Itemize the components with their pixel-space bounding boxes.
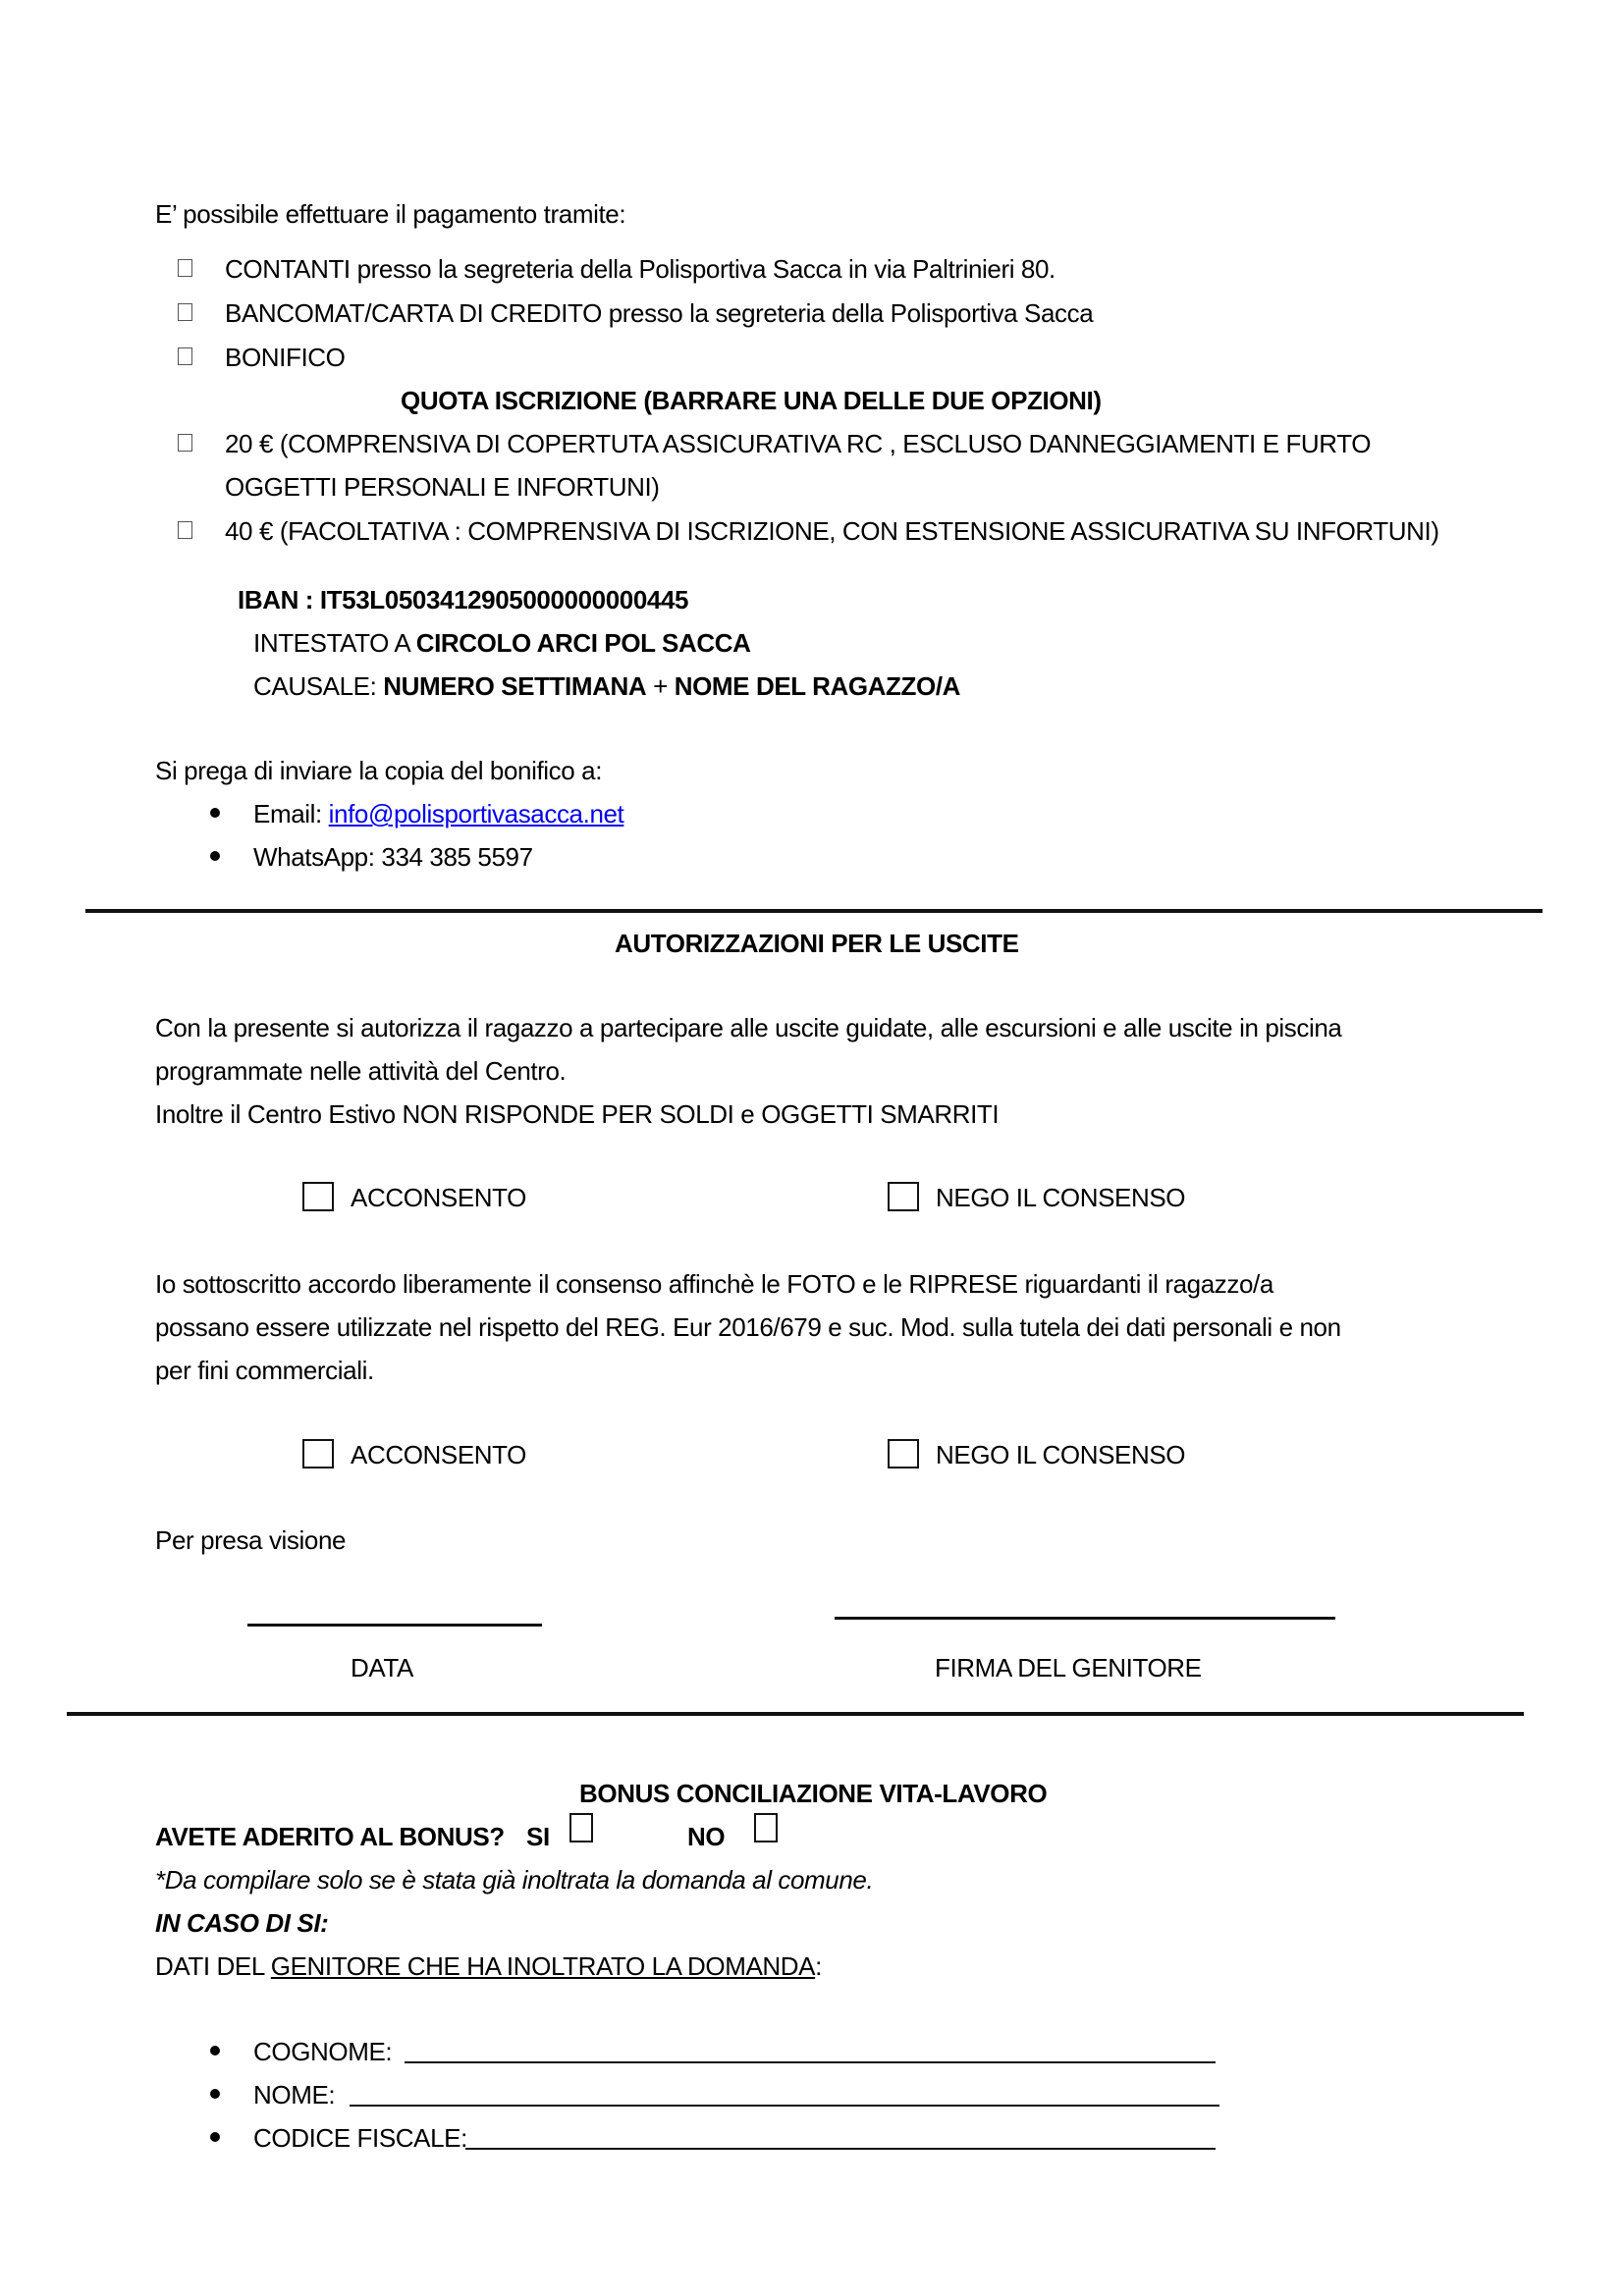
- outings-consent-checkbox[interactable]: [302, 1182, 334, 1211]
- intestato-prefix: INTESTATO A: [253, 628, 416, 658]
- causale-plus: +: [646, 671, 675, 701]
- intestato-line: [253, 630, 750, 656]
- date-label: DATA: [351, 1653, 413, 1682]
- square-bullet-icon[interactable]: [178, 434, 192, 452]
- email-label: Email:: [253, 799, 329, 828]
- authorizations-para1-line2: programmate nelle attività del Centro.: [155, 1056, 567, 1086]
- square-bullet-icon: [178, 259, 192, 277]
- quota-option-20-line1: 20 € (COMPRENSIVA DI COPERTUTA ASSICURATIVA RC , ESCLUSO DANNEGGIAMENTI E FURTO: [225, 429, 1372, 458]
- causale-part2: NOME DEL RAGAZZO/A: [674, 671, 961, 701]
- whatsapp-line: WhatsApp: 334 385 5597: [253, 842, 533, 872]
- email-line: [253, 801, 623, 827]
- bonus-no-label: NO: [687, 1822, 726, 1851]
- codice-fiscale-label: CODICE FISCALE:: [253, 2123, 467, 2153]
- iban: IBAN : IT53L0503412905000000000445: [238, 585, 689, 614]
- bonus-parent-data-heading: [155, 1953, 822, 1979]
- bonus-if-yes: IN CASO DI SI:: [155, 1908, 329, 1938]
- photo-consent-line2: possano essere utilizzate nel rispetto del REG. Eur 2016/679 e suc. Mod. sulla tutela dei dati personali e non: [155, 1312, 1341, 1342]
- bonus-yes-checkbox[interactable]: [569, 1813, 593, 1842]
- payment-method-cash: CONTANTI presso la segreteria della Polisportiva Sacca in via Paltrinieri 80.: [225, 254, 1056, 284]
- signature-line[interactable]: [835, 1617, 1335, 1620]
- bullet-dot-icon: [210, 2132, 220, 2142]
- square-bullet-icon[interactable]: [178, 521, 192, 539]
- bullet-dot-icon: [210, 808, 220, 818]
- photo-consent-label: ACCONSENTO: [351, 1440, 526, 1469]
- bullet-dot-icon: [210, 851, 220, 861]
- photo-consent-checkbox[interactable]: [302, 1439, 334, 1468]
- payment-method-card: BANCOMAT/CARTA DI CREDITO presso la segreteria della Polisportiva Sacca: [225, 298, 1094, 328]
- quota-option-40: 40 € (FACOLTATIVA : COMPRENSIVA DI ISCRIZIONE, CON ESTENSIONE ASSICURATIVA SU INFORTUNI): [225, 516, 1439, 546]
- cognome-label: COGNOME:: [253, 2037, 393, 2066]
- bonus-question: AVETE ADERITO AL BONUS?: [155, 1822, 505, 1851]
- dati-prefix: DATI DEL: [155, 1951, 271, 1981]
- date-line[interactable]: [247, 1624, 542, 1627]
- codice-fiscale-field[interactable]: [465, 2148, 1216, 2150]
- section-divider: [67, 1712, 1524, 1716]
- intestato-value: CIRCOLO ARCI POL SACCA: [415, 628, 751, 658]
- photo-deny-label: NEGO IL CONSENSO: [936, 1440, 1186, 1469]
- email-link[interactable]: info@polisportivasacca.net: [328, 799, 624, 828]
- outings-consent-label: ACCONSENTO: [351, 1183, 526, 1212]
- authorizations-heading: AUTORIZZAZIONI PER LE USCITE: [615, 929, 1019, 958]
- causale-line: [253, 673, 960, 699]
- bonus-yes-label: SI: [526, 1822, 550, 1851]
- authorizations-para1-line1: Con la presente si autorizza il ragazzo a partecipare alle uscite guidate, alle escursioni e alle uscite in piscina: [155, 1013, 1342, 1042]
- payment-method-transfer: BONIFICO: [225, 343, 346, 372]
- quota-option-20-line2: OGGETTI PERSONALI E INFORTUNI): [225, 472, 660, 502]
- dati-suffix: :: [815, 1951, 822, 1981]
- outings-deny-label: NEGO IL CONSENSO: [936, 1183, 1186, 1212]
- causale-part1: NUMERO SETTIMANA: [383, 671, 647, 701]
- quota-heading: QUOTA ISCRIZIONE (BARRARE UNA DELLE DUE OPZIONI): [401, 386, 1102, 415]
- outings-deny-checkbox[interactable]: [888, 1182, 919, 1211]
- cognome-field[interactable]: [405, 2061, 1216, 2063]
- authorizations-para1-line3: Inoltre il Centro Estivo NON RISPONDE PER SOLDI e OGGETTI SMARRITI: [155, 1099, 1000, 1129]
- square-bullet-icon: [178, 347, 192, 365]
- causale-prefix: CAUSALE:: [253, 671, 384, 701]
- dati-underlined: GENITORE CHE HA INOLTRATO LA DOMANDA: [270, 1951, 816, 1981]
- nome-field[interactable]: [350, 2105, 1219, 2107]
- bonus-heading: BONUS CONCILIAZIONE VITA-LAVORO: [579, 1779, 1048, 1808]
- send-copy-text: Si prega di inviare la copia del bonifico a:: [155, 756, 603, 785]
- photo-deny-checkbox[interactable]: [888, 1439, 919, 1468]
- bonus-no-checkbox[interactable]: [754, 1813, 778, 1842]
- bullet-dot-icon: [210, 2089, 220, 2099]
- section-divider: [85, 909, 1543, 913]
- payment-intro: E’ possibile effettuare il pagamento tramite:: [155, 199, 626, 229]
- signature-label: FIRMA DEL GENITORE: [935, 1653, 1202, 1682]
- square-bullet-icon: [178, 303, 192, 321]
- nome-label: NOME:: [253, 2080, 336, 2109]
- photo-consent-line3: per fini commerciali.: [155, 1356, 374, 1385]
- bullet-dot-icon: [210, 2046, 220, 2056]
- presa-visione-text: Per presa visione: [155, 1525, 347, 1555]
- bonus-note: *Da compilare solo se è stata già inoltrata la domanda al comune.: [155, 1865, 874, 1895]
- photo-consent-line1: Io sottoscritto accordo liberamente il consenso affinchè le FOTO e le RIPRESE riguardanti il ragazzo/a: [155, 1269, 1273, 1299]
